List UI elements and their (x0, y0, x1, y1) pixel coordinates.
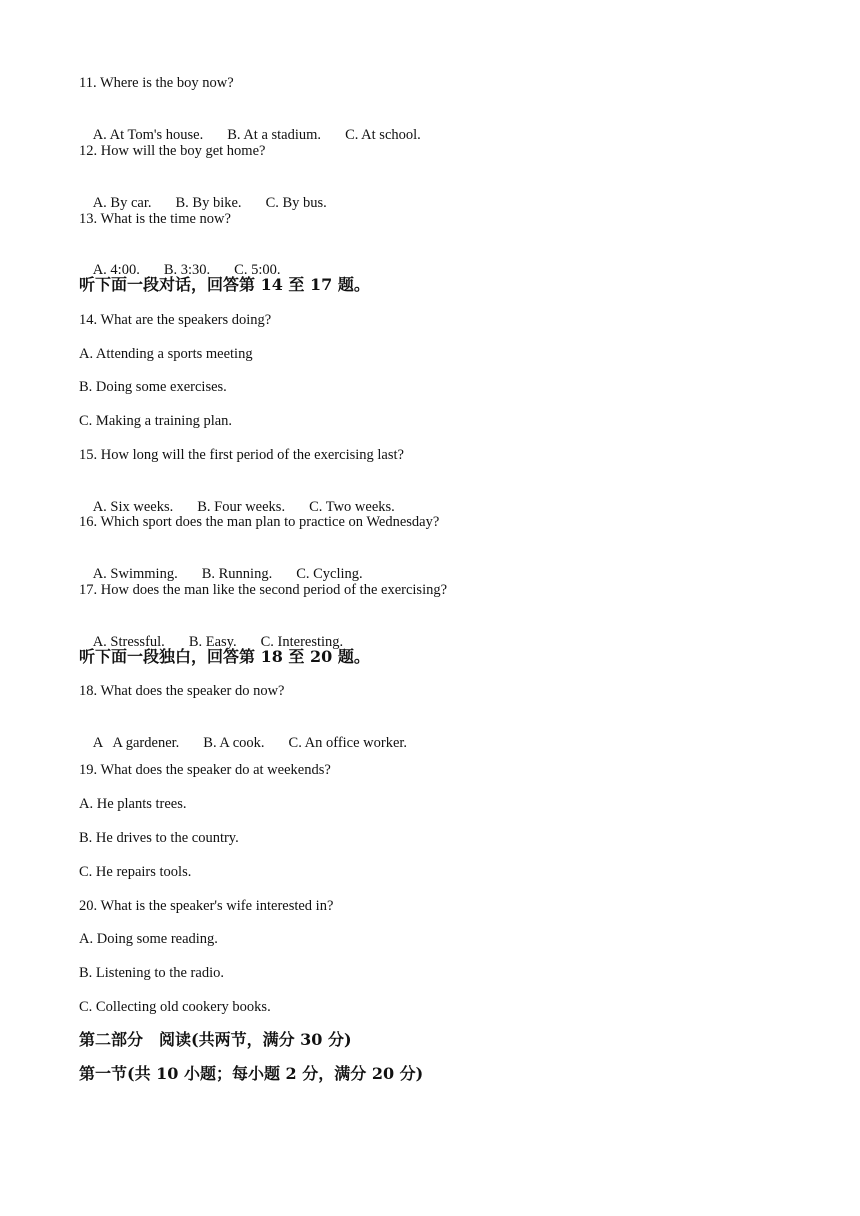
option-a: A. At Tom's house. (92, 127, 204, 143)
section-heading: 第一节(共 10 小题；每小题 2 分，满分 20 分) (79, 1064, 424, 1083)
option-c: C. Interesting. (260, 634, 344, 650)
question-stem: 17. How does the man like the second period of the exercising? (79, 582, 448, 598)
option-a: A. He plants trees. (79, 796, 187, 812)
part-heading: 第二部分 阅读(共两节，满分 30 分) (79, 1030, 352, 1049)
question-stem: 20. What is the speaker's wife interested in? (79, 898, 334, 914)
option-b: B. Easy. (188, 634, 237, 650)
option-c: C. Making a training plan. (79, 413, 233, 429)
question-stem: 11. Where is the boy now? (79, 75, 234, 91)
option-b: B. Listening to the radio. (79, 965, 224, 981)
option-c: C. At school. (345, 127, 421, 143)
question-stem: 16. Which sport does the man plan to practice on Wednesday? (79, 514, 440, 530)
section-heading: 听下面一段独白，回答第 18 至 20 题。 (79, 647, 370, 666)
question-stem: 18. What does the speaker do now? (79, 683, 285, 699)
option-a: A. Attending a sports meeting (79, 346, 253, 362)
option-a: A. 4:00. (92, 262, 140, 278)
option-b: B. A cook. (203, 735, 265, 751)
option-b: B. At a stadium. (227, 127, 322, 143)
question-stem: 14. What are the speakers doing? (79, 312, 272, 328)
option-c: C. An office worker. (288, 735, 408, 751)
option-c: C. He repairs tools. (79, 864, 192, 880)
option-b: B. Doing some exercises. (79, 379, 227, 395)
option-a: A. Doing some reading. (79, 931, 218, 947)
question-stem: 12. How will the boy get home? (79, 143, 266, 159)
option-c: C. 5:00. (234, 262, 281, 278)
option-b: B. By bike. (175, 195, 242, 211)
option-b: B. Running. (201, 566, 273, 582)
option-a: A. Stressful. (92, 634, 165, 650)
option-a: A A gardener. (92, 735, 180, 751)
section-heading: 听下面一段对话，回答第 14 至 17 题。 (79, 275, 370, 294)
question-stem: 19. What does the speaker do at weekends? (79, 762, 331, 778)
question-stem: 15. How long will the first period of the exercising last? (79, 447, 404, 463)
option-c: C. By bus. (265, 195, 327, 211)
question-stem: 13. What is the time now? (79, 211, 231, 227)
option-a: A. By car. (92, 195, 152, 211)
option-b: B. He drives to the country. (79, 830, 239, 846)
option-a: A. Swimming. (92, 566, 178, 582)
option-b: B. 3:30. (163, 262, 211, 278)
option-c: C. Collecting old cookery books. (79, 999, 271, 1015)
option-b: B. Four weeks. (197, 499, 286, 515)
option-c: C. Cycling. (296, 566, 363, 582)
option-a: A. Six weeks. (92, 499, 174, 515)
option-c: C. Two weeks. (309, 499, 395, 515)
